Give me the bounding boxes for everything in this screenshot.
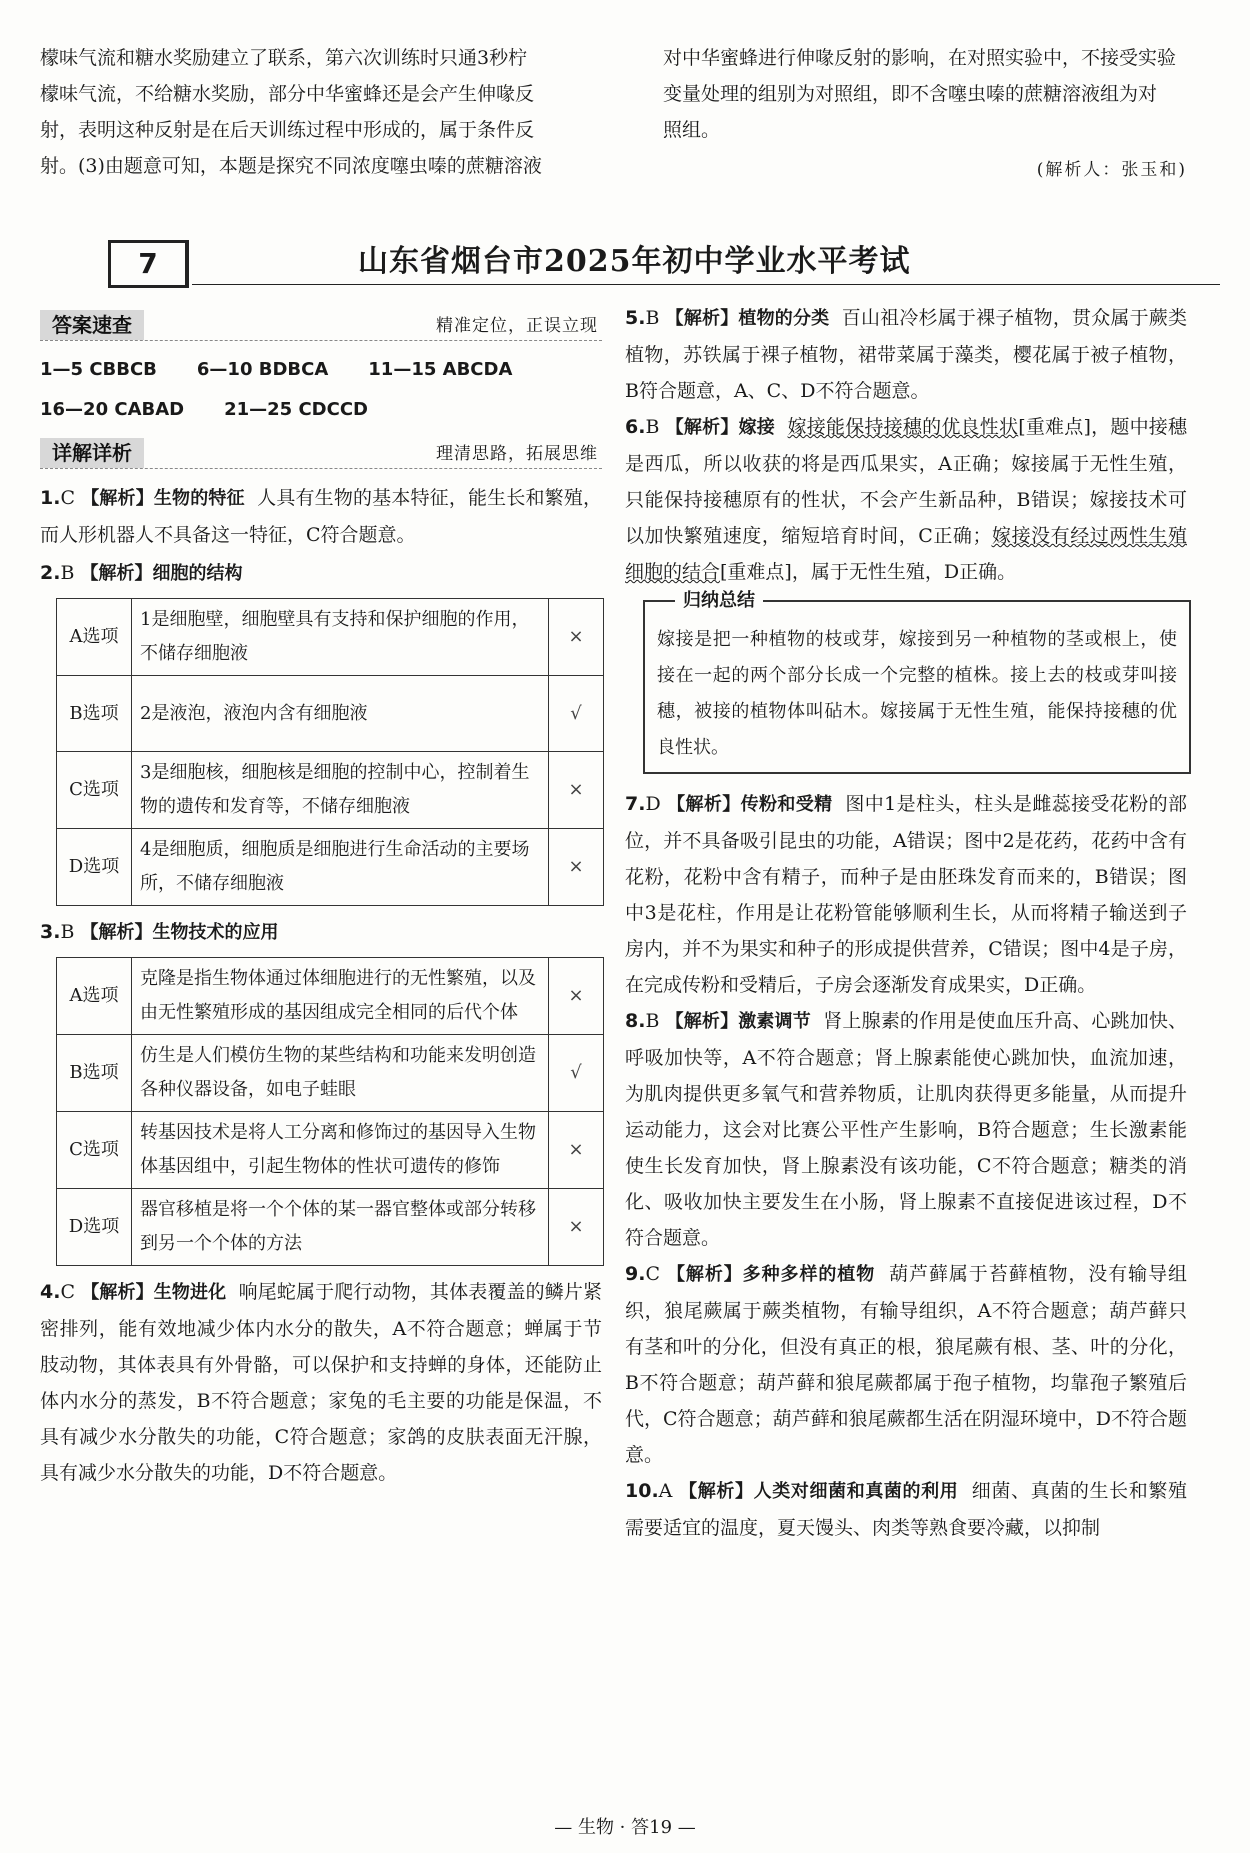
table-row: B选项 仿生是人们模仿生物的某些结构和功能来发明创造各种仪器设备，如电子蛙眼 √ (57, 1035, 604, 1112)
text-line: 对中华蜜蜂进行伸喙反射的影响，在对照实验中，不接受实验 (663, 47, 1177, 69)
table-row: C选项 转基因技术是将人工分离和修饰过的基因导入生物体基因组中，引起生物体的性状可遗传的修饰 × (57, 1112, 604, 1189)
text-line: 射。(3)由题意可知，本题是探究不同浓度噻虫嗪的蔗糖溶液 (40, 155, 542, 177)
right-column (625, 300, 1187, 1546)
wrong-mark-icon: × (549, 599, 604, 676)
summary-box (643, 590, 1191, 774)
q3-options-table (56, 957, 604, 1266)
wrong-mark-icon: × (549, 1112, 604, 1189)
answers-header (40, 308, 602, 344)
answers-subtitle: 精准定位，正误立现 (436, 316, 598, 336)
summary-text: 嫁接是把一种植物的枝或芽，嫁接到另一种植物的茎或根上，使接在一起的两个部分长成一个完整的植株。接上去的枝或芽叫接穗，被接的植物体叫砧木。嫁接属于无性生殖，能保持接穗的优良性状。 (657, 629, 1177, 758)
text-line: 檬味气流和糖水奖励建立了联系，第六次训练时只通3秒柠 (40, 47, 528, 69)
question-3: 3.B 【解析】生物技术的应用 (40, 921, 279, 943)
page-footer: — 生物 · 答19 — (554, 1817, 696, 1838)
question-4: 4.C 【解析】生物进化 响尾蛇属于爬行动物，其体表覆盖的鳞片紧密排列，能有效地减少体内水分的散失，A不符合题意；蝉属于节肢动物，其体表具有外骨骼，可以保护和支持蝉的身体，还能防止体内水分的蒸发，B不符合题意；家兔的毛主要的功能是保温，不具有减少水分散失的功能，C符合题意；家鸽的皮肤表面无汗腺，具有减少水分散失的功能，D不符合题意。 (40, 1281, 602, 1484)
question-7: 7.D 【解析】传粉和受精 图中1是柱头，柱头是雌蕊接受花粉的部位，并不具备吸引昆虫的功能，A错误；图中2是花药，花药中含有花粉，花粉中含有精子，而种子是由胚珠发育而来的，B错误；图中3是花柱，作用是让花粉管能够顺利生长，从而将精子输送到子房内，并不为果实和种子的形成提供营养，C错误；图中4是子房，在完成传粉和受精后，子房会逐渐发育成果实，D正确。 (625, 793, 1187, 996)
question-1: 1.C 【解析】生物的特征 人具有生物的基本特征，能生长和繁殖，而人形机器人不具备这一特征，C符合题意。 (40, 487, 602, 546)
check-mark-icon: √ (549, 1035, 604, 1112)
details-tag: 详解详析 (40, 438, 144, 468)
question-9: 9.C 【解析】多种多样的植物 葫芦藓属于苔藓植物，没有输导组织，狼尾蕨属于蕨类植物，有输导组织，A不符合题意；葫芦藓只有茎和叶的分化，但没有真正的根，狼尾蕨有根、茎、叶的分化，B不符合题意；葫芦藓和狼尾蕨都属于孢子植物，均靠孢子繁殖后代，C符合题意；葫芦藓和狼尾蕨都生活在阴湿环境中，D不符合题意。 (625, 1263, 1188, 1466)
answers-tag: 答案速查 (40, 310, 144, 340)
table-row: D选项 器官移植是将一个个体的某一器官整体或部分转移到另一个个体的方法 × (57, 1189, 604, 1266)
question-8: 8.B 【解析】激素调节 肾上腺素的作用是使血压升高、心跳加快、呼吸加快等，A不符合题意；肾上腺素能使心跳加快，血流加速，为肌肉提供更多氧气和营养物质，让肌肉获得更多能量，从而提升运动能力，这会对比赛公平性产生影响，B符合题意；生长激素能使生长发育加快，肾上腺素没有该功能，C不符合题意；糖类的消化、吸收加快主要发生在小肠，肾上腺素不直接促进该过程，D不符合题意。 (625, 1010, 1188, 1249)
continued-text-right (625, 40, 1187, 188)
exam-title: 山东省烟台市2025年初中学业水平考试 (358, 244, 911, 279)
check-mark-icon: √ (549, 676, 604, 752)
q2-options-table (56, 598, 604, 906)
text-line: 檬味气流，不给糖水奖励，部分中华蜜蜂还是会产生伸喙反 (40, 83, 535, 105)
exam-title-bar (108, 240, 1128, 286)
question-6: 6.B 【解析】嫁接 嫁接能保持接穗的优良性状[重难点]，题中接穗是西瓜，所以收获的将是西瓜果实，A正确；嫁接属于无性生殖，只能保持接穗原有的性状，不会产生新品种，B错误；嫁接技术可以加快繁殖速度，缩短培育时间，C正确；嫁接没有经过两性生殖细胞的结合[重难点]，属于无性生殖，D正确。 (625, 416, 1188, 583)
continued-text-left (40, 40, 602, 184)
exam-number: 7 (108, 240, 189, 288)
table-row: A选项 克隆是指生物体通过体细胞进行的无性繁殖，以及由无性繁殖形成的基因组成完全相同的后代个体 × (57, 958, 604, 1035)
table-row: B选项 2是液泡，液泡内含有细胞液 √ (57, 676, 604, 752)
table-row: C选项 3是细胞核，细胞核是细胞的控制中心，控制着生物的遗传和发育等，不储存细胞液 × (57, 752, 604, 829)
question-2: 2.B 【解析】细胞的结构 (40, 562, 243, 584)
table-row: D选项 4是细胞质，细胞质是细胞进行生命活动的主要场所，不储存细胞液 × (57, 829, 604, 906)
text-line: 变量处理的组别为对照组，即不含噻虫嗪的蔗糖溶液组为对 (663, 83, 1158, 105)
table-row: A选项 1是细胞壁，细胞壁具有支持和保护细胞的作用，不储存细胞液 × (57, 599, 604, 676)
details-subtitle: 理清思路，拓展思维 (436, 444, 598, 464)
text-line: 射，表明这种反射是在后天训练过程中形成的，属于条件反 (40, 119, 535, 141)
title-divider (192, 284, 1220, 285)
left-column (40, 308, 602, 1491)
text-line: 照组。 (663, 119, 721, 141)
answer-line-1: 1—5 CBBCB 6—10 BDBCA 11—15 ABCDA (40, 359, 513, 380)
wrong-mark-icon: × (549, 829, 604, 906)
answer-line-2: 16—20 CABAD 21—25 CDCCD (40, 399, 368, 420)
credit: (解析人：张玉和) (1036, 160, 1187, 180)
details-header (40, 436, 602, 472)
question-10: 10.A 【解析】人类对细菌和真菌的利用 细菌、真菌的生长和繁殖需要适宜的温度，夏天馒头、肉类等熟食要冷藏，以抑制 (625, 1480, 1187, 1539)
question-5: 5.B 【解析】植物的分类 百山祖冷杉属于裸子植物，贯众属于蕨类植物，苏铁属于裸子植物，裙带菜属于藻类，樱花属于被子植物，B符合题意，A、C、D不符合题意。 (625, 307, 1187, 402)
wrong-mark-icon: × (549, 1189, 604, 1266)
wrong-mark-icon: × (549, 958, 604, 1035)
wrong-mark-icon: × (549, 752, 604, 829)
summary-tag: 归纳总结 (675, 588, 763, 614)
